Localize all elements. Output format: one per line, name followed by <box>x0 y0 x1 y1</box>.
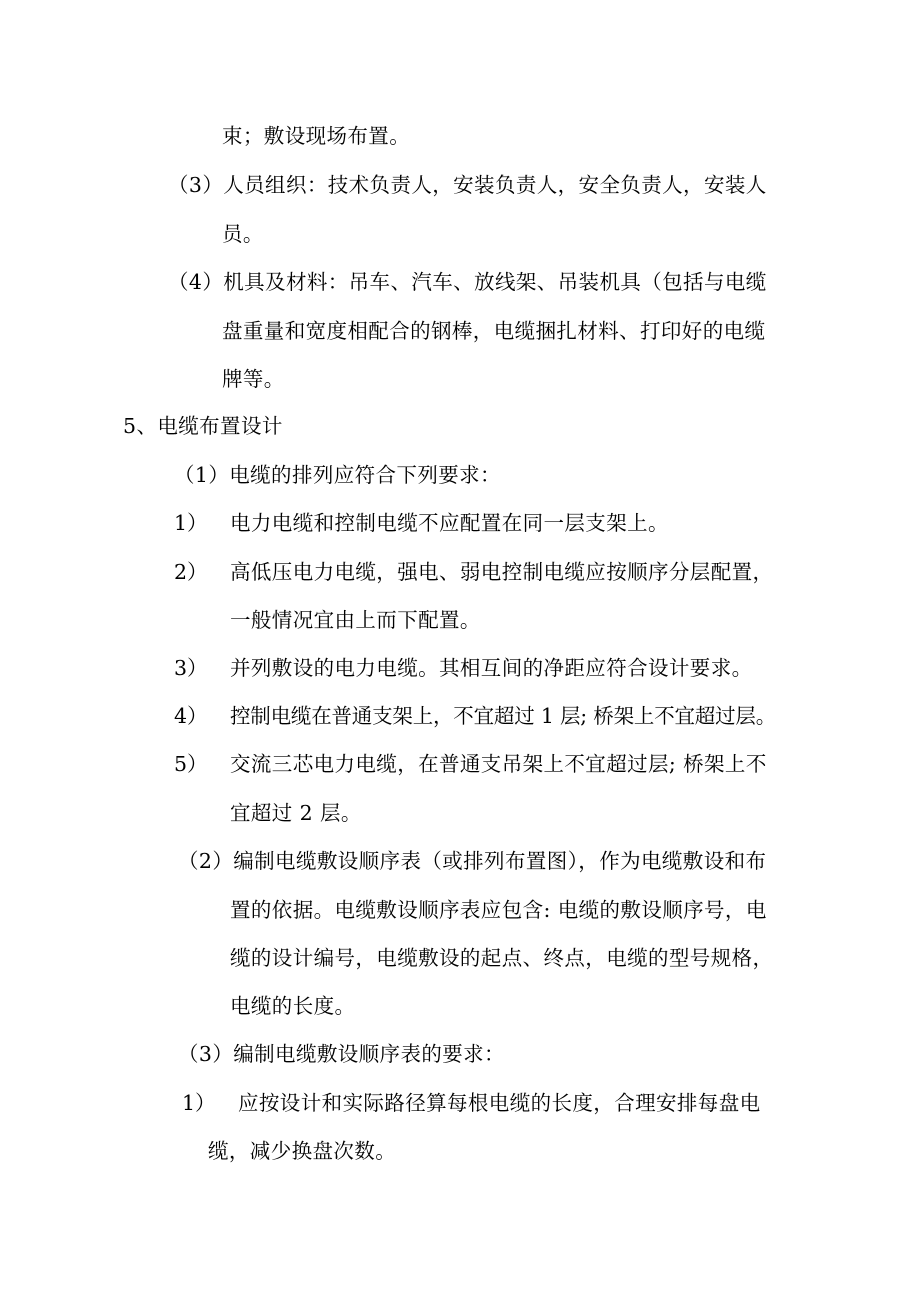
list-number: 1） <box>182 1091 216 1115</box>
list-number: 1） <box>174 511 208 535</box>
text-line: 控制电缆在普通支架上，不宜超过 1 层; 桥架上不宜超过层。 <box>230 704 776 728</box>
section-heading: 5、电缆布置设计 <box>123 414 283 438</box>
text-line: （3）编制电缆敷设顺序表的要求： <box>178 1042 505 1066</box>
text-line: 应按设计和实际路径算每根电缆的长度，合理安排每盘电 <box>238 1091 761 1115</box>
text-line: 电力电缆和控制电缆不应配置在同一层支架上。 <box>230 511 669 535</box>
list-number: 4） <box>174 704 208 728</box>
text-line: （4）机具及材料：吊车、汽车、放线架、吊装机具（包括与电缆 <box>168 270 767 294</box>
text-line: （2）编制电缆敷设顺序表（或排列布置图），作为电缆敷设和布 <box>178 849 767 873</box>
text-line: 束；敷设现场布置。 <box>222 124 411 148</box>
text-line: （1）电缆的排列应符合下列要求： <box>174 463 501 487</box>
list-number: 3） <box>174 656 208 680</box>
text-line: 高低压电力电缆，强电、弱电控制电缆应按顺序分层配置， <box>230 560 774 584</box>
text-line: 交流三芯电力电缆，在普通支吊架上不宜超过层; 桥架上不 <box>230 752 767 776</box>
list-number: 2） <box>174 560 208 584</box>
text-line: 置的依据。电缆敷设顺序表应包含: 电缆的敷设顺序号，电 <box>230 898 767 922</box>
list-number: 5） <box>174 752 208 776</box>
text-line: （3）人员组织：技术负责人，安装负责人，安全负责人，安装人 <box>168 173 767 197</box>
text-line: 电缆的长度。 <box>230 994 356 1018</box>
text-line: 员。 <box>222 222 264 246</box>
text-line: 牌等。 <box>222 367 285 391</box>
text-line: 一般情况宜由上而下配置。 <box>230 608 481 632</box>
text-line: 缆，减少换盘次数。 <box>208 1139 397 1163</box>
text-line: 宜超过 2 层。 <box>230 801 362 825</box>
text-line: 盘重量和宽度相配合的钢棒，电缆捆扎材料、打印好的电缆 <box>222 319 766 343</box>
text-line: 缆的设计编号，电缆敷设的起点、终点，电缆的型号规格， <box>230 946 774 970</box>
text-line: 并列敷设的电力电缆。其相互间的净距应符合设计要求。 <box>230 656 753 680</box>
